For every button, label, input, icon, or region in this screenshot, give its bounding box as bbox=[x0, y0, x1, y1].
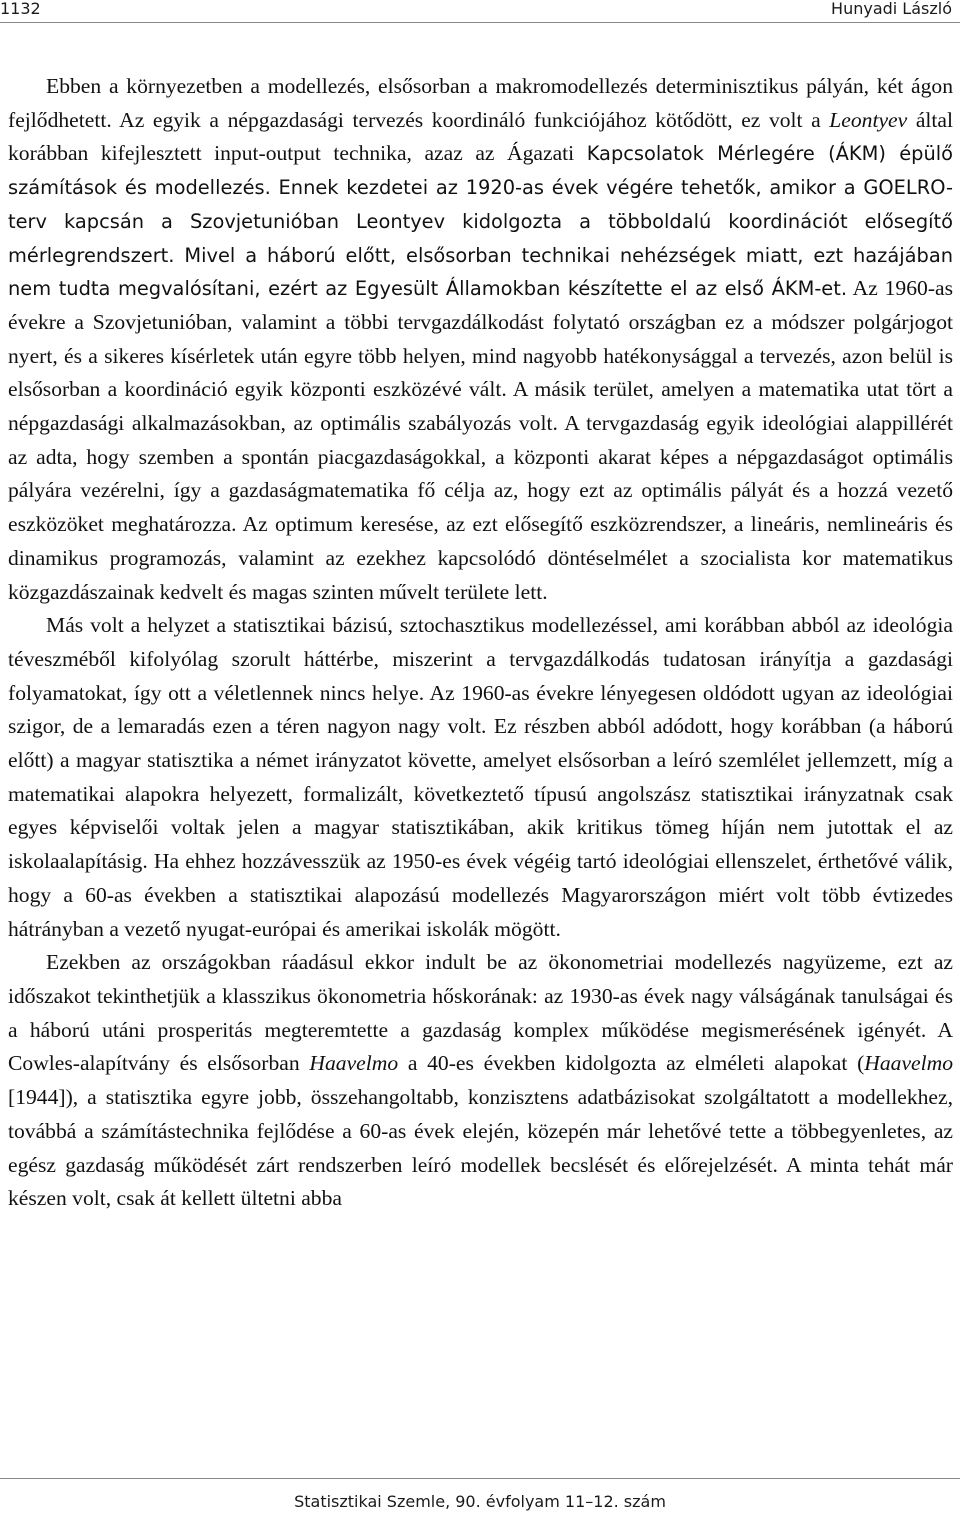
running-head-author: Hunyadi László bbox=[831, 0, 952, 18]
paragraph-2: Más volt a helyzet a statisztikai bázisú, sztochasztikus modellezéssel, ami korábban abból az ideológia téveszméből kifolyólag szorult háttérbe, miszerint a tervgazdálkodás tudatosan irányítja a gazdasági folyamatokat, így ott a véletlennek nincs helye. Az 1960-as évekre lényegesen oldódott ugyan az ideológiai szigor, de a lemaradás ezen a téren nagyon nagy volt. Ez részben abból adódott, hogy korábban (a háború előtt) a magyar statisztika a német irányzatot követte, amelyet elsősorban a leíró szemlélet jellemzett, míg a matematikai alapokra helyezett, formalizált, következtető típusú angolszász statisztikai irányzatnak csak egyes képviselői voltak jelen a magyar statisztikában, akik kritikus tömeg híján nem jutottak el az iskolaalapításig. Ha ehhez hozzávesszük az 1950-es évek végéig tartó ideológiai ellenszelet, érthetővé válik, hogy a 60-as években a statisztikai alapozású modellezés Magyarországon miért volt több évtizedes hátrányban a vezető nyugat-európai és amerikai iskolák mögött. bbox=[8, 613, 953, 941]
citation-name-haavelmo: Haavelmo bbox=[864, 1051, 954, 1076]
page-number: 1132 bbox=[0, 0, 41, 18]
paragraph-1-text-c: Az 1960-as évekre a Szovjetunióban, valamint a többi tervgazdálkodást folytató országban ez a módszer polgárjogot nyert, és a sikeres kísérletek után egyre több helyen, mind nagyobb hatékonysággal a tervezés, azon belül is elsősorban a koordináció egyik központi eszközévé vált. A másik terület, amelyen a matematika utat tört a népgazdasági alkalmazásokban, az optimális szabályozás volt. A tervgazdaság egyik ideológiai alappillérét az adta, hogy szemben a spontán piacgazdaságokkal, a központi akarat képes a népgazdaságot optimális pályára vezérelni, így a gazdaságmatematika fő célja az, hogy ezt az optimális pályát és a hozzá vezető eszközöket meghatározza. Az optimum keresése, az ezt elősegítő eszközrendszer, a lineáris, nemlineáris és dinamikus programozás, valamint az ezekhez kapcsolódó döntéselmélet a szocialista kor matematikus közgazdászainak kedvelt és magas szinten művelt területe lett. bbox=[8, 276, 953, 604]
paragraph-3-text-a: Ezekben az országokban ráadásul ekkor indult be az ökonometriai modellezés nagyüzeme, ezt az időszakot tekinthetjük a klasszikus ökonometria hőskorának: az 1930-as évek nagy válságának tanulságai és a háború utáni prosperitás megteremtette a gazdaság komplex működése megismerésének igényét. A Cowles-alapítvány és elsősorban bbox=[8, 950, 953, 1076]
paragraph-1 bbox=[8, 70, 953, 609]
paragraph-3-text-b: a 40-es években kidolgozta az elméleti alapokat ( bbox=[398, 1051, 865, 1076]
paragraph-1-text-a: Ebben a környezetben a modellezés, elsősorban a makromodellezés determinisztikus pályán, két ágon fejlődhetett. Az egyik a népgazdasági tervezés koordináló funkciójához kötődött, ez volt a bbox=[8, 74, 953, 132]
paragraph-1-text-sans: Kapcsolatok Mérlegére (ÁKM) épülő számítások és modellezés. Ennek kezdetei az 1920-as évek végére tehetők, amikor a GOELRO-terv kapcsán a Szovjetunióban Leontyev kidolgozta a többoldalú koordinációt elősegítő mérlegrendszert. Mivel a háború előtt, elsősorban technikai nehézségek miatt, ezt hazájában nem tudta megvalósítani, ezért az Egyesült Államokban készítette el az első ÁKM-et. bbox=[8, 142, 953, 301]
running-head bbox=[0, 0, 952, 22]
footer-rule bbox=[0, 1478, 960, 1479]
paragraph-1-text-b: által korábban kifejlesztett input-output technika, azaz az Ágazati bbox=[8, 107, 953, 166]
paragraph-3 bbox=[8, 946, 953, 1216]
journal-footer: Statisztikai Szemle, 90. évfolyam 11–12. szám bbox=[294, 1492, 666, 1511]
author-name-haavelmo: Haavelmo bbox=[309, 1051, 399, 1076]
author-name-leontyev: Leontyev bbox=[829, 107, 908, 132]
paragraph-3-text-c: [1944]), a statisztika egyre jobb, összehangoltabb, konzisztens adatbázisokat szolgáltatott a modellekhez, továbbá a számítástechnika fejlődése a 60-as évek elején, közepén már lehetővé tette a többegyenletes, az egész gazdaság működését zárt rendszerben leíró modellek becslését és előrejelzését. A minta tehát már készen volt, csak át kellett ültetni abba bbox=[8, 1085, 953, 1211]
header-rule bbox=[0, 22, 960, 23]
article-body bbox=[8, 70, 953, 1216]
